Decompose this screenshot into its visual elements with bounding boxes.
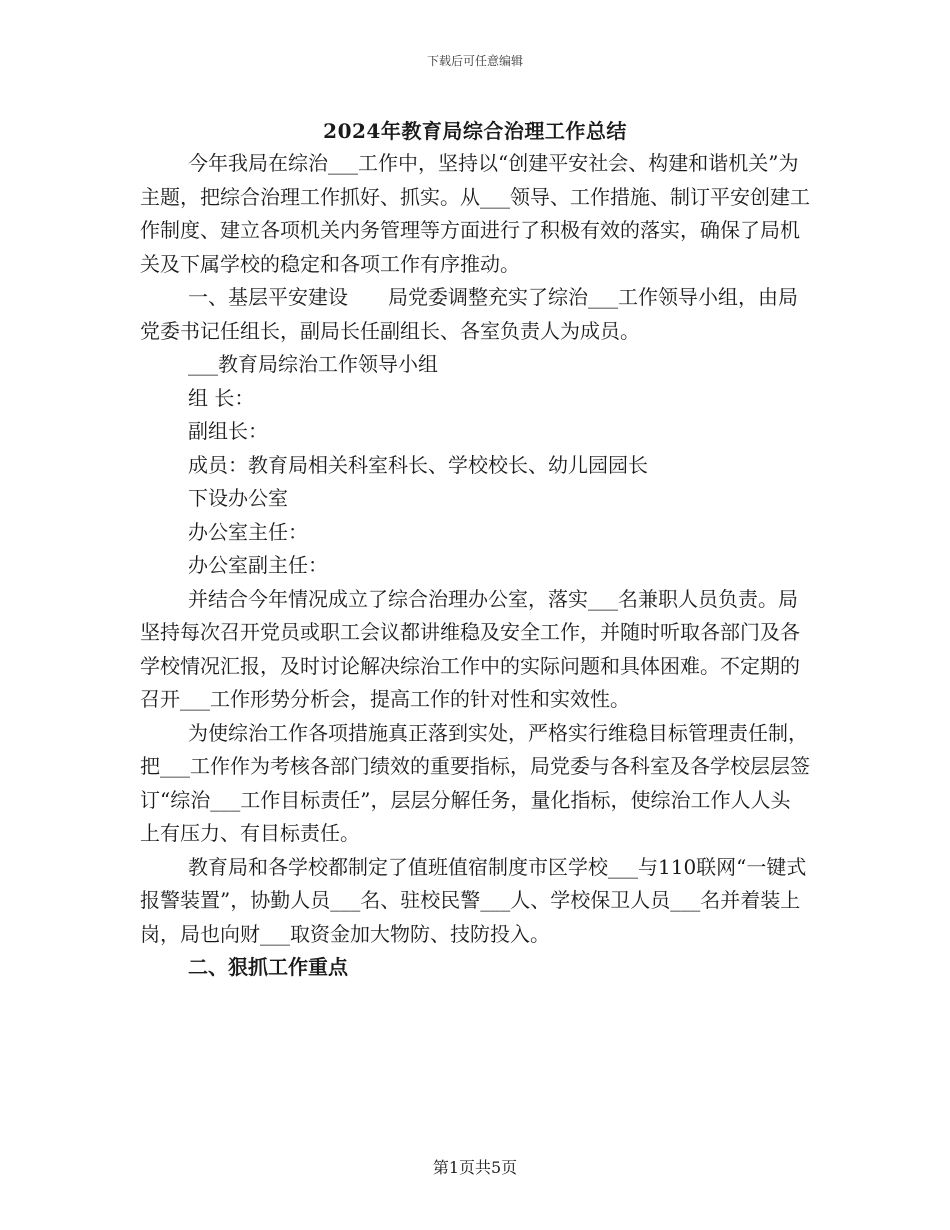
- paragraph-responsibility: 为使综治工作各项措施真正落到实处，严格实行维稳目标管理责任制，把___工作作为考核各部门绩效的重要指标，局党委与各科室及各学校层层签订“综治___工作目标责任”，层层分解任务，量化指标，使综治工作人人头上有压力、有目标责任。: [140, 720, 810, 845]
- paragraph-section-one: 一、基层平安建设 局党委调整充实了综治___工作领导小组，由局党委书记任组长，副局长任副组长、各室负责人为成员。: [140, 285, 798, 343]
- paragraph-office-setup: 并结合今年情况成立了综合治理办公室，落实___名兼职人员负责。局坚持每次召开党员或职工会议都讲维稳及安全工作，并随时听取各部门及各学校情况汇报，及时讨论解决综治工作中的实际问题和具体困难。不定期的召开___工作形势分析会，提高工作的针对性和实效性。: [140, 586, 800, 711]
- document-body: [140, 147, 810, 985]
- document-title: 2024年教育局综合治理工作总结: [323, 119, 627, 143]
- page-number-footer: 第1页共5页: [432, 1158, 518, 1177]
- list-item-members: 成员：教育局相关科室科长、学校校长、幼儿园园长: [188, 452, 648, 477]
- list-item-office-director: 办公室主任：: [188, 519, 308, 544]
- section-heading-two: 二、狠抓工作重点: [188, 955, 348, 979]
- paragraph-duty-system: 教育局和各学校都制定了值班值宿制度市区学校___与110联网“一键式报警装置”，协勤人员___名、驻校民警___人、学校保卫人员___名并着装上岗，局也向财___取资金加大物防、技防投入。: [140, 854, 807, 946]
- list-item-group-name: ___教育局综治工作领导小组: [188, 352, 438, 376]
- list-item-leader: 组 长：: [188, 385, 255, 410]
- paragraph-intro: 今年我局在综治___工作中，坚持以“创建平安社会、构建和谐机关”为主题，把综合治理工作抓好、抓实。从___领导、工作措施、制订平安创建工作制度、建立各项机关内务管理等方面进行了积极有效的落实，确保了局机关及下属学校的稳定和各项工作有序推动。: [140, 151, 810, 276]
- list-item-office: 下设办公室: [188, 486, 288, 510]
- header-note: 下载后可任意编辑: [426, 54, 523, 68]
- list-item-deputy-leader: 副组长：: [188, 419, 268, 443]
- list-item-office-deputy-director: 办公室副主任：: [188, 553, 328, 577]
